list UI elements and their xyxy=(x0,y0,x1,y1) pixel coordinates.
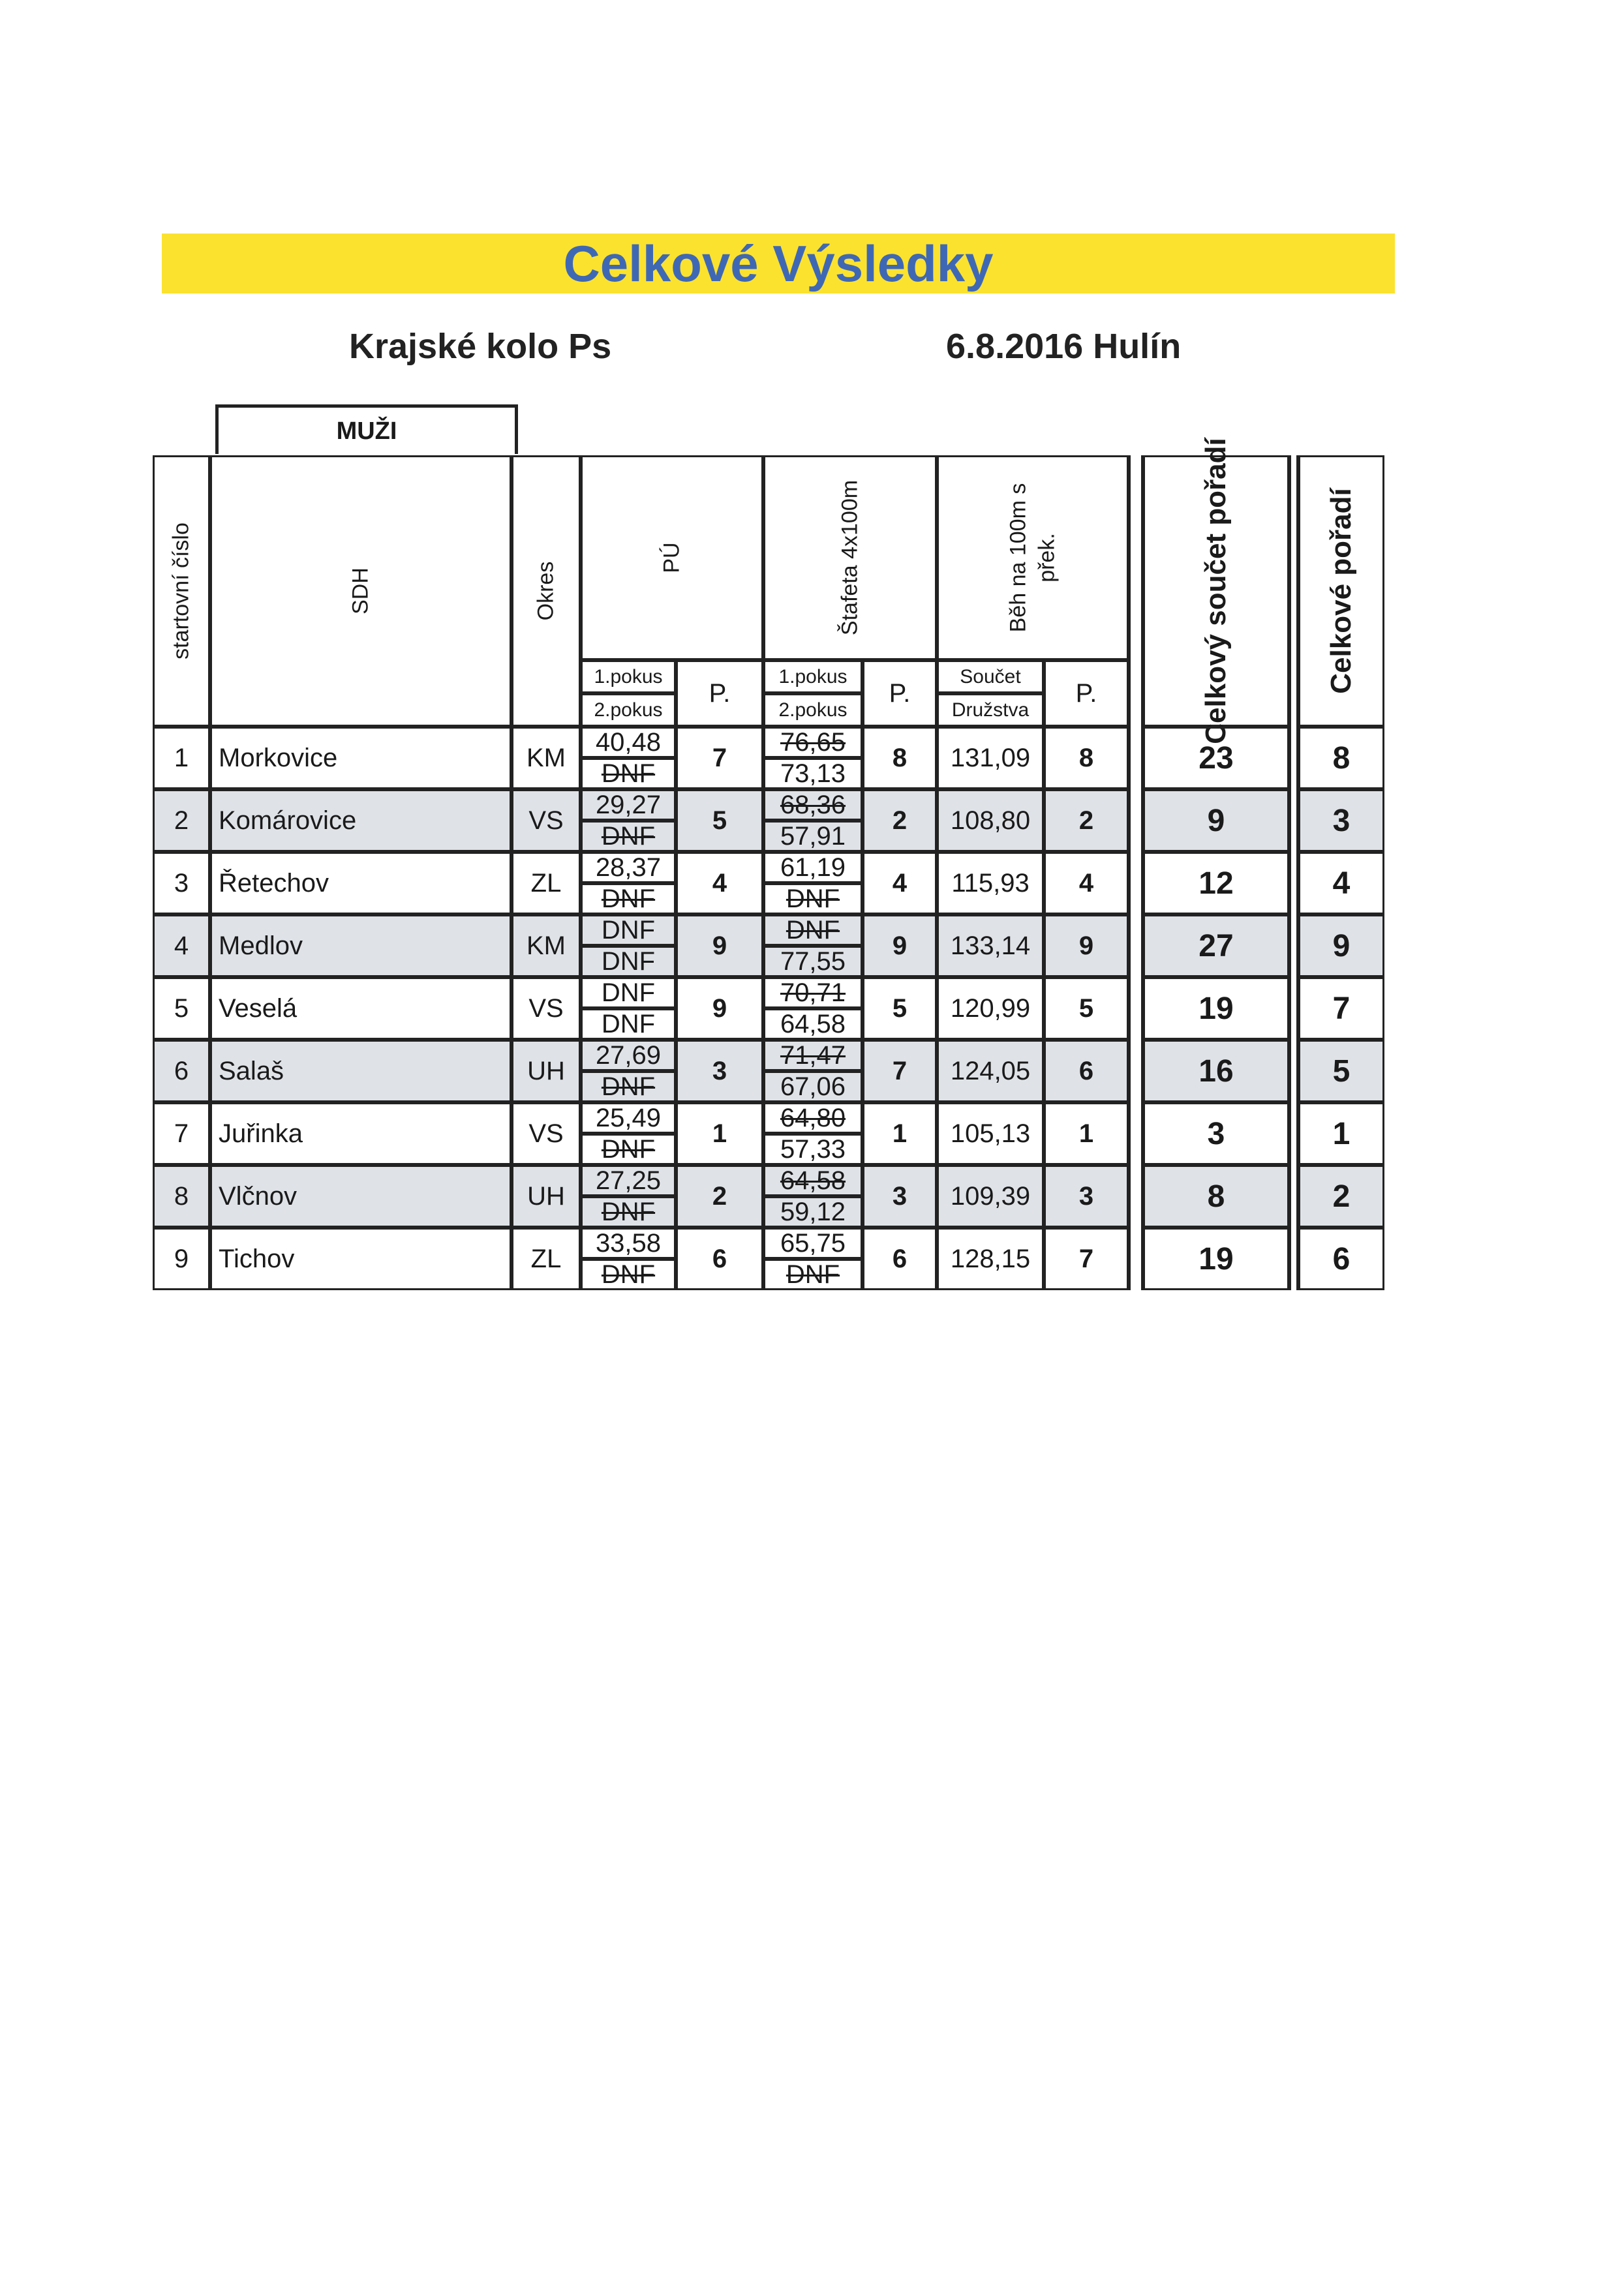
overall-rank: 6 xyxy=(1298,1228,1384,1290)
header-attack-attempt2: 2.pokus xyxy=(581,693,676,727)
header-relay-attempt1: 1.pokus xyxy=(763,660,862,693)
relay-attempt1: 61,19 xyxy=(763,852,862,883)
overall-rank: 5 xyxy=(1298,1040,1384,1102)
column-separator xyxy=(1129,455,1143,1290)
obstacle-place: 7 xyxy=(1044,1228,1129,1290)
header-obstacle-line2: přek. xyxy=(1034,533,1060,582)
relay-place: 5 xyxy=(862,977,937,1040)
district: KM xyxy=(511,914,581,977)
attack-attempt1: DNF xyxy=(581,914,676,946)
header-relay-place: P. xyxy=(862,660,937,727)
attack-attempt1: DNF xyxy=(581,977,676,1008)
relay-attempt2: 59,12 xyxy=(763,1196,862,1228)
obstacle-place: 8 xyxy=(1044,727,1129,789)
team-name: Komárovice xyxy=(210,789,511,852)
relay-attempt1: 76,65 xyxy=(763,727,862,758)
overall-rank: 4 xyxy=(1298,852,1384,914)
column-separator xyxy=(1289,455,1298,1290)
header-attack: PÚ xyxy=(659,542,684,573)
overall-rank: 7 xyxy=(1298,977,1384,1040)
date-place: 6.8.2016 Hulín xyxy=(946,327,1182,366)
relay-attempt1: 65,75 xyxy=(763,1228,862,1259)
relay-place: 2 xyxy=(862,789,937,852)
team-name: Juřinka xyxy=(210,1102,511,1165)
attack-place: 9 xyxy=(676,914,763,977)
attack-attempt1: 29,27 xyxy=(581,789,676,821)
attack-attempt2: DNF xyxy=(581,1259,676,1290)
relay-attempt2: 73,13 xyxy=(763,758,862,789)
team-name: Vlčnov xyxy=(210,1165,511,1228)
header-overall-rank: Celkové pořadí xyxy=(1325,488,1357,694)
header-total-sum: Celkový součet pořadí xyxy=(1200,438,1232,744)
obstacle-team-sum: 133,14 xyxy=(937,914,1044,977)
relay-attempt1: 71,47 xyxy=(763,1040,862,1071)
attack-place: 7 xyxy=(676,727,763,789)
header-district: Okres xyxy=(533,561,558,621)
obstacle-team-sum: 128,15 xyxy=(937,1228,1044,1290)
start-number: 5 xyxy=(153,977,210,1040)
obstacle-place: 9 xyxy=(1044,914,1129,977)
start-number: 7 xyxy=(153,1102,210,1165)
start-number: 9 xyxy=(153,1228,210,1290)
overall-rank: 8 xyxy=(1298,727,1384,789)
district: UH xyxy=(511,1165,581,1228)
obstacle-place: 4 xyxy=(1044,852,1129,914)
header-team-sum: Družstva xyxy=(937,693,1044,727)
header-relay: Štafeta 4x100m xyxy=(837,479,862,636)
attack-attempt2: DNF xyxy=(581,883,676,914)
relay-attempt1: DNF xyxy=(763,914,862,946)
total-sum: 3 xyxy=(1143,1102,1289,1165)
total-sum: 27 xyxy=(1143,914,1289,977)
relay-attempt2: 77,55 xyxy=(763,946,862,977)
obstacle-place: 3 xyxy=(1044,1165,1129,1228)
start-number: 8 xyxy=(153,1165,210,1228)
attack-attempt1: 27,69 xyxy=(581,1040,676,1071)
total-sum: 12 xyxy=(1143,852,1289,914)
team-name: Salaš xyxy=(210,1040,511,1102)
obstacle-place: 5 xyxy=(1044,977,1129,1040)
district: UH xyxy=(511,1040,581,1102)
relay-attempt2: 67,06 xyxy=(763,1071,862,1102)
relay-place: 8 xyxy=(862,727,937,789)
total-sum: 19 xyxy=(1143,1228,1289,1290)
relay-attempt2: 64,58 xyxy=(763,1008,862,1040)
header-team: SDH xyxy=(348,567,373,614)
attack-place: 1 xyxy=(676,1102,763,1165)
team-name: Veselá xyxy=(210,977,511,1040)
total-sum: 9 xyxy=(1143,789,1289,852)
obstacle-team-sum: 109,39 xyxy=(937,1165,1044,1228)
title-banner xyxy=(162,234,1395,294)
obstacle-team-sum: 120,99 xyxy=(937,977,1044,1040)
district: ZL xyxy=(511,852,581,914)
obstacle-place: 2 xyxy=(1044,789,1129,852)
relay-attempt2: 57,91 xyxy=(763,821,862,852)
relay-attempt1: 64,80 xyxy=(763,1102,862,1134)
attack-attempt2: DNF xyxy=(581,946,676,977)
attack-place: 4 xyxy=(676,852,763,914)
team-name: Tichov xyxy=(210,1228,511,1290)
relay-place: 9 xyxy=(862,914,937,977)
competition-name: Krajské kolo Ps xyxy=(349,327,612,366)
page-title: Celkové Výsledky xyxy=(563,235,994,292)
header-obstacle: Běh na 100m s xyxy=(1005,483,1031,633)
attack-place: 6 xyxy=(676,1228,763,1290)
team-name: Medlov xyxy=(210,914,511,977)
overall-rank: 1 xyxy=(1298,1102,1384,1165)
header-sum: Součet xyxy=(937,660,1044,693)
relay-attempt2: 57,33 xyxy=(763,1134,862,1165)
obstacle-place: 6 xyxy=(1044,1040,1129,1102)
attack-attempt1: 28,37 xyxy=(581,852,676,883)
obstacle-place: 1 xyxy=(1044,1102,1129,1165)
district: VS xyxy=(511,789,581,852)
total-sum: 16 xyxy=(1143,1040,1289,1102)
header-start-number: startovní číslo xyxy=(168,522,194,659)
attack-attempt1: 25,49 xyxy=(581,1102,676,1134)
overall-rank: 9 xyxy=(1298,914,1384,977)
attack-attempt2: DNF xyxy=(581,758,676,789)
attack-place: 9 xyxy=(676,977,763,1040)
relay-place: 4 xyxy=(862,852,937,914)
header-relay-attempt2: 2.pokus xyxy=(763,693,862,727)
attack-attempt2: DNF xyxy=(581,1134,676,1165)
obstacle-team-sum: 105,13 xyxy=(937,1102,1044,1165)
overall-rank: 2 xyxy=(1298,1165,1384,1228)
header-attack-attempt1: 1.pokus xyxy=(581,660,676,693)
start-number: 2 xyxy=(153,789,210,852)
attack-attempt1: 40,48 xyxy=(581,727,676,758)
district: ZL xyxy=(511,1228,581,1290)
district: KM xyxy=(511,727,581,789)
obstacle-team-sum: 115,93 xyxy=(937,852,1044,914)
attack-attempt2: DNF xyxy=(581,1071,676,1102)
team-name: Morkovice xyxy=(210,727,511,789)
start-number: 3 xyxy=(153,852,210,914)
category-label: MUŽI xyxy=(215,404,518,454)
relay-place: 1 xyxy=(862,1102,937,1165)
attack-attempt1: 27,25 xyxy=(581,1165,676,1196)
header-obstacle-place: P. xyxy=(1044,660,1129,727)
relay-place: 3 xyxy=(862,1165,937,1228)
total-sum: 8 xyxy=(1143,1165,1289,1228)
relay-attempt1: 68,36 xyxy=(763,789,862,821)
attack-attempt2: DNF xyxy=(581,1008,676,1040)
team-name: Řetechov xyxy=(210,852,511,914)
attack-place: 5 xyxy=(676,789,763,852)
relay-attempt2: DNF xyxy=(763,1259,862,1290)
relay-place: 6 xyxy=(862,1228,937,1290)
attack-attempt2: DNF xyxy=(581,1196,676,1228)
obstacle-team-sum: 131,09 xyxy=(937,727,1044,789)
header-obstacle-cell xyxy=(937,455,1129,660)
total-sum: 19 xyxy=(1143,977,1289,1040)
total-sum: 23 xyxy=(1143,727,1289,789)
start-number: 4 xyxy=(153,914,210,977)
district: VS xyxy=(511,977,581,1040)
obstacle-team-sum: 124,05 xyxy=(937,1040,1044,1102)
start-number: 6 xyxy=(153,1040,210,1102)
attack-place: 2 xyxy=(676,1165,763,1228)
overall-rank: 3 xyxy=(1298,789,1384,852)
header-attack-place: P. xyxy=(676,660,763,727)
relay-attempt1: 64,58 xyxy=(763,1165,862,1196)
attack-place: 3 xyxy=(676,1040,763,1102)
relay-attempt2: DNF xyxy=(763,883,862,914)
obstacle-team-sum: 108,80 xyxy=(937,789,1044,852)
attack-attempt1: 33,58 xyxy=(581,1228,676,1259)
relay-attempt1: 70,71 xyxy=(763,977,862,1008)
relay-place: 7 xyxy=(862,1040,937,1102)
attack-attempt2: DNF xyxy=(581,821,676,852)
start-number: 1 xyxy=(153,727,210,789)
district: VS xyxy=(511,1102,581,1165)
